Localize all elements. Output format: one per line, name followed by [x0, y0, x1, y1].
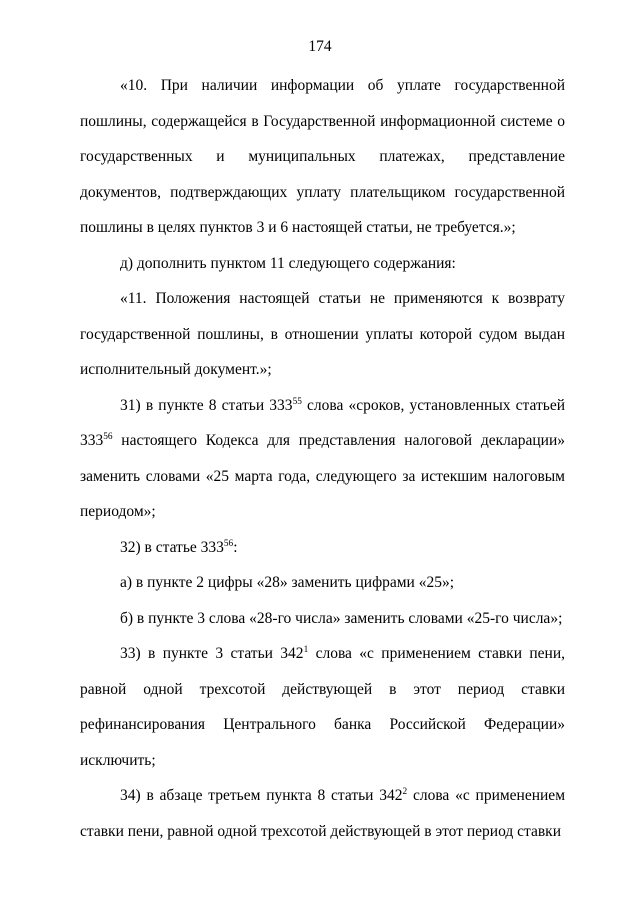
paragraph: [80, 281, 565, 388]
text-run: 32) в статье 333: [120, 538, 224, 556]
text-run: слова «сроков, установленных статьей 333: [80, 396, 566, 449]
text-run: б) в пункте 3 слова «28-го числа» заменить словами «25-го числа»;: [120, 609, 563, 627]
superscript: 56: [103, 431, 113, 442]
paragraph: [80, 601, 565, 637]
superscript: 56: [223, 538, 234, 549]
superscript: 2: [402, 786, 408, 797]
text-run: а) в пункте 2 цифры «28» заменить цифрами «25»;: [120, 574, 455, 591]
superscript: 1: [303, 644, 309, 655]
text-run: «10. При наличии информации об уплате государственной пошлины, содержащейся в Государственной информационной системе о государственных и муниципальных платежах, представление документов, подтверждающих уплату плательщиком государственной пошлины в целях пунктов 3 и 6 настоящей статьи, не требуется.»;: [80, 77, 565, 236]
page-number: 174: [308, 38, 332, 55]
paragraph: [80, 246, 565, 282]
paragraph: [80, 68, 565, 246]
document-body: [80, 68, 565, 849]
paragraph: [80, 778, 565, 849]
text-run: д) дополнить пунктом 11 следующего содержания:: [120, 254, 456, 272]
paragraph: [80, 636, 565, 778]
text-run: 34) в абзаце третьем пункта 8 статьи 342: [120, 787, 403, 804]
text-run: :: [233, 538, 238, 556]
text-run: слова «с применением ставки пени, равной одной трехсотой действующей в этот период ставки: [80, 787, 565, 840]
paragraph: [80, 530, 565, 566]
paragraph: [80, 565, 565, 601]
text-run: 33) в пункте 3 статьи 342: [120, 645, 304, 662]
text-run: слова «с применением ставки пени, равной одной трехсотой действующей в этот период ставки рефинансирования Центрального банка Российской Федерации» исключить;: [80, 645, 565, 769]
paragraph: [80, 388, 565, 530]
text-run: «11. Положения настоящей статьи не применяются к возврату государственной пошлины, в отношении уплаты которой судом выдан исполнительный документ.»;: [80, 290, 565, 378]
text-run: 31) в пункте 8 статьи 333: [120, 396, 293, 414]
superscript: 55: [292, 396, 302, 407]
text-run: настоящего Кодекса для представления налоговой декларации» заменить словами «25 марта года, следующего за истекшим налоговым периодом»;: [80, 432, 565, 520]
